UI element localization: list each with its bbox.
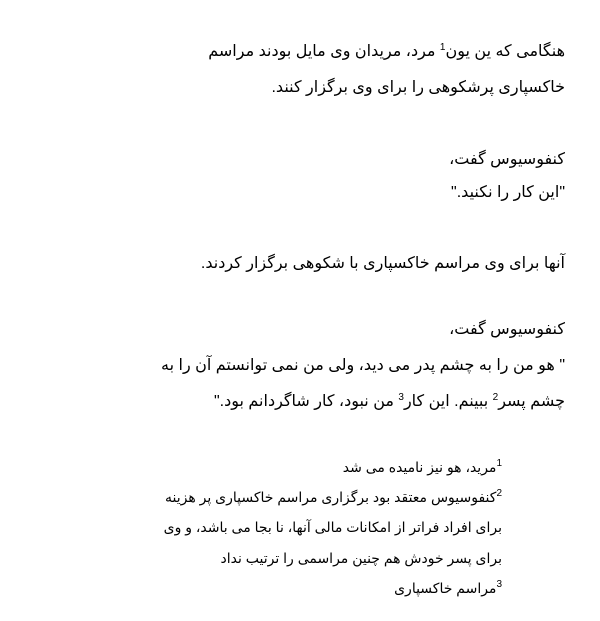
footnote-2-line-1: $^2$کنفوسیوس معتقد بود برگزاری مراسم خاکسپاری پر هزینه [165, 488, 502, 505]
footnote-ref-1: 1 [439, 42, 446, 53]
paragraph-4-line-1: کنفوسیوس گفت، [449, 321, 565, 338]
paragraph-3-line-1: آنها برای وی مراسم خاکسپاری با شکوهی برگزار کردند. [200, 255, 565, 272]
footnote-ref-3: 3 [398, 392, 404, 403]
footnote-3-number: 3 [496, 579, 502, 590]
footnote-2-line-2: برای افراد فراتر از امکانات مالی آنها، نا بجا می باشد، و وی [163, 519, 502, 535]
paragraph-4-line-2: " هو من را به چشم پدر می دید، ولی من نمی توانستم آن را به [161, 357, 565, 374]
footnote-3: $^3$مراسم خاکسپاری [394, 579, 502, 596]
footnote-1-number: 1 [496, 458, 502, 469]
paragraph-4-line-3: چشم پسر$^2$ ببینم. این کار$^3$ من نبود، کار شاگردانم بود." [213, 392, 565, 410]
paragraph-2-line-1: کنفوسیوس گفت، [449, 151, 565, 168]
footnote-1: $^1$مرید، هو نیز نامیده می شد [342, 458, 502, 475]
paragraph-1-line-1: هنگامی که ین یون$^1$ مرد، مریدان وی مایل بودند مراسم [208, 42, 565, 60]
footnote-2-number: 2 [496, 488, 502, 499]
paragraph-1-line-2: خاکسپاری پرشکوهی را برای وی برگزار کنند. [271, 79, 565, 96]
footnote-2-line-3: برای پسر خودش هم چنین مراسمی را ترتیب نداد [220, 550, 502, 566]
footnote-ref-2: 2 [492, 392, 499, 403]
paragraph-2-line-2: "این کار را نکنید." [451, 184, 565, 201]
